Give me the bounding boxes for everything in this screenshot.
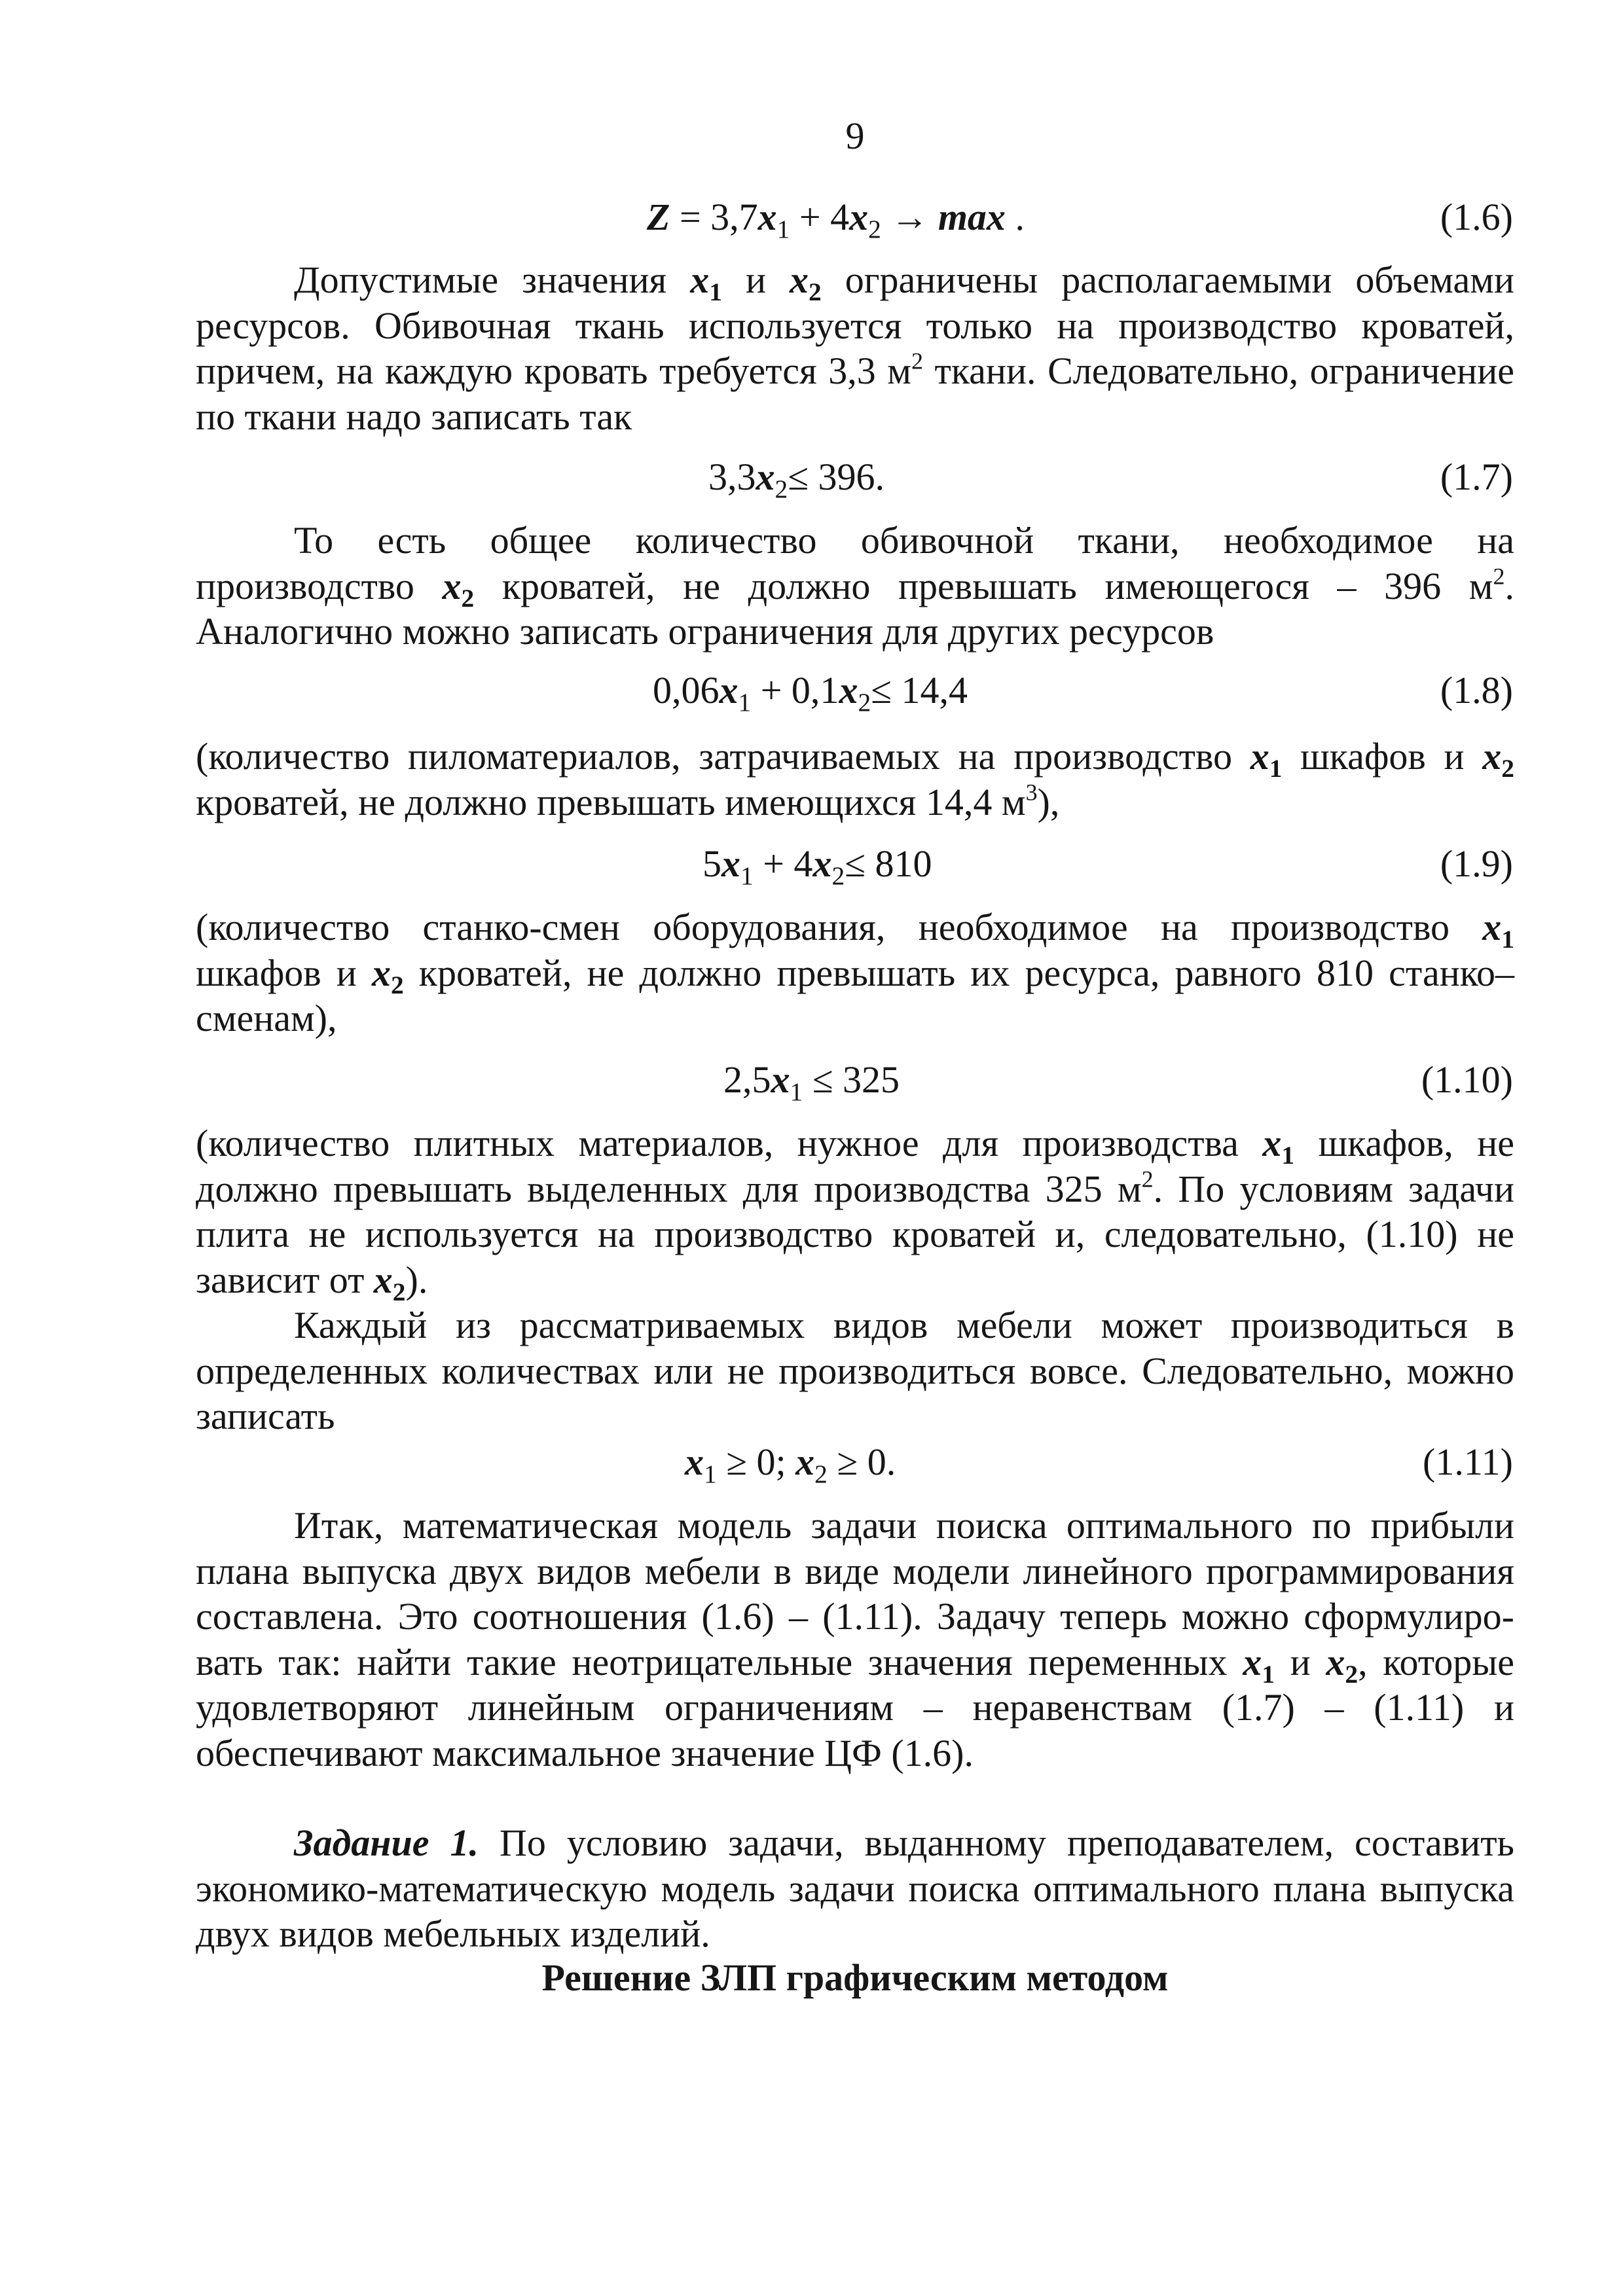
math-symbol: x <box>1326 1640 1345 1683</box>
text-run: ). <box>405 1258 428 1301</box>
subscript: 2 <box>809 277 822 306</box>
subscript: 2 <box>858 687 871 717</box>
formula-1-7 <box>196 454 1514 503</box>
math-symbol: x <box>790 259 809 301</box>
math-symbol: x <box>795 1441 815 1483</box>
text-run: (количество плитных материалов, нужное для производства <box>196 1122 1263 1164</box>
text-run: кроватей, не должно превышать имеющегося – 396 м <box>474 564 1493 607</box>
formula-expression <box>708 454 885 503</box>
math-symbol: x <box>1482 735 1502 778</box>
text-line <box>196 1121 1514 1170</box>
formula-1-8 <box>196 668 1514 717</box>
subscript: 1 <box>740 861 754 890</box>
paragraph-1 <box>196 257 1514 439</box>
text-run: вать так: найти такие неотрицательные значения переменных <box>196 1640 1243 1683</box>
text-run: . <box>1504 564 1514 607</box>
superscript: 2 <box>911 348 923 374</box>
subscript: 2 <box>1501 753 1514 783</box>
paragraph-8 <box>196 1820 1514 1957</box>
equation-number: (1.6) <box>1440 196 1513 238</box>
text-run: (количество пиломатериалов, затрачиваемых на производство <box>196 735 1250 778</box>
math-symbol: x <box>690 259 710 301</box>
equation-number: (1.10) <box>1421 1058 1513 1101</box>
text-run: составлена. Это соотношения (1.6) – (1.11). Задачу теперь можно сформулиро- <box>196 1595 1514 1638</box>
text-run: , которые <box>1358 1640 1515 1683</box>
superscript: 2 <box>1141 1166 1154 1193</box>
text-line <box>196 394 1514 440</box>
text-run: плана выпуска двух видов мебели в виде модели линейного программирования <box>196 1549 1514 1592</box>
subscript: 1 <box>1281 1140 1295 1170</box>
text-run: должно превышать выделенных для производства 325 м <box>196 1167 1142 1210</box>
text-run: удовлетворяют линейным ограничениям – неравенствам (1.7) – (1.11) и <box>196 1686 1514 1729</box>
subscript: 1 <box>776 214 790 243</box>
text-line <box>196 780 1514 825</box>
text-line <box>196 1911 1514 1957</box>
text-run: ≥ 0; <box>716 1441 796 1483</box>
paragraph-4 <box>196 905 1514 1041</box>
subscript: 1 <box>709 277 722 306</box>
subscript: 1 <box>738 687 752 717</box>
text-run: + 4 <box>790 196 850 238</box>
paragraph-6 <box>196 1302 1514 1439</box>
text-run: ограничены располагаемыми объемами <box>821 259 1515 301</box>
math-symbol: x <box>719 669 739 711</box>
text-run: 0,06 <box>653 669 720 711</box>
formula-1-6 <box>196 194 1514 243</box>
text-run: плита не используется на производство кроватей и, следовательно, (1.10) не <box>196 1213 1514 1256</box>
emphasis-text: Задание 1. <box>294 1821 479 1864</box>
text-line <box>196 1348 1514 1394</box>
text-run: ≤ 14,4 <box>871 669 968 711</box>
equation-number: (1.9) <box>1440 842 1513 885</box>
math-symbol: x <box>373 1258 393 1301</box>
text-run: Итак, математическая модель задачи поиска оптимального по прибыли <box>294 1504 1514 1547</box>
text-run: 2,5 <box>723 1058 771 1101</box>
text-run: по ткани надо записать так <box>196 395 632 438</box>
subscript: 2 <box>831 861 845 890</box>
text-line <box>196 1166 1514 1212</box>
text-run: обеспечивают максимальное значение ЦФ (1.6). <box>196 1731 974 1774</box>
text-line <box>196 1549 1514 1594</box>
math-symbol: max <box>938 196 1006 238</box>
math-symbol: x <box>1250 735 1269 778</box>
subscript: 2 <box>1345 1659 1359 1689</box>
subscript: 2 <box>868 214 881 243</box>
text-run: шкафов, не <box>1294 1122 1514 1164</box>
text-line <box>196 1820 1514 1866</box>
text-run: ≤ 396. <box>788 456 885 498</box>
superscript: 3 <box>1025 779 1038 806</box>
math-symbol: x <box>442 564 462 607</box>
text-run: То есть общее количество обивочной ткани, необходимое на <box>294 519 1514 562</box>
formula-1-10 <box>196 1057 1514 1106</box>
subscript: 2 <box>390 970 404 999</box>
math-symbol: x <box>756 456 775 498</box>
text-run: экономико-математическую модель задачи поиска оптимального плана выпуска <box>196 1867 1514 1910</box>
formula-1-9 <box>196 841 1514 890</box>
text-run: ), <box>1037 780 1060 823</box>
text-run: . <box>1005 196 1025 238</box>
text-line <box>196 1594 1514 1640</box>
text-line <box>196 1866 1514 1912</box>
math-symbol: x <box>1482 906 1502 948</box>
equation-number: (1.7) <box>1440 456 1513 498</box>
text-run: определенных количествах или не производиться вовсе. Следовательно, можно <box>196 1349 1514 1392</box>
text-line <box>196 563 1514 613</box>
text-line <box>196 1731 1514 1776</box>
text-run: По условию задачи, выданному преподавателем, составить <box>478 1821 1515 1864</box>
text-line <box>196 257 1515 306</box>
subscript: 2 <box>392 1277 406 1306</box>
text-run: 3,3 <box>708 456 756 498</box>
paragraph-2 <box>196 518 1514 655</box>
text-run: 5 <box>702 842 721 885</box>
text-run: ≤ 810 <box>845 842 932 885</box>
text-run: + 0,1 <box>751 669 839 711</box>
math-symbol: x <box>839 669 858 711</box>
math-symbol: x <box>685 1441 704 1483</box>
math-symbol: x <box>849 196 869 238</box>
text-run: (количество станко-смен оборудования, необходимое на производство <box>196 906 1483 948</box>
formula-expression <box>702 841 932 890</box>
section-heading: Решение ЗЛП графическим методом <box>541 1956 1169 1999</box>
text-run: Допустимые значения <box>294 259 691 301</box>
text-run: . По условиям задачи <box>1153 1167 1514 1210</box>
formula-expression <box>723 1057 900 1106</box>
text-run: шкафов и <box>196 951 372 994</box>
paragraph-5 <box>196 1121 1514 1306</box>
text-line <box>196 996 1514 1041</box>
text-line <box>196 303 1514 349</box>
text-run: зависит от <box>196 1258 374 1301</box>
math-symbol: x <box>1243 1640 1262 1683</box>
text-line <box>196 1640 1515 1689</box>
text-run: → <box>881 196 938 238</box>
equation-number: (1.8) <box>1440 669 1513 711</box>
text-run: двух видов мебельных изделий. <box>196 1912 710 1956</box>
formula-expression <box>653 668 968 717</box>
math-symbol: x <box>757 196 777 238</box>
equation-number: (1.11) <box>1423 1441 1513 1483</box>
text-run: кроватей, не должно превышать их ресурса, равного 810 станко– <box>403 951 1514 994</box>
text-run: ткани. Следовательно, ограничение <box>922 350 1514 393</box>
text-line <box>196 518 1514 564</box>
text-run: записать <box>196 1395 335 1438</box>
text-run: Аналогично можно записать ограничения для других ресурсов <box>196 610 1214 653</box>
text-line <box>196 1257 1514 1306</box>
text-run: причем, на каждую кровать требуется 3,3 м <box>196 350 911 393</box>
subscript: 1 <box>1262 1659 1275 1689</box>
text-line <box>196 609 1514 655</box>
text-run: ≥ 0. <box>827 1441 896 1483</box>
text-line <box>196 734 1514 783</box>
subscript: 2 <box>461 583 475 613</box>
text-run: + 4 <box>753 842 813 885</box>
subscript: 2 <box>814 1459 828 1488</box>
text-line <box>196 1302 1514 1348</box>
subscript: 1 <box>1269 753 1283 783</box>
text-line <box>196 950 1514 999</box>
subscript: 1 <box>704 1459 717 1488</box>
formula-expression <box>685 1439 896 1488</box>
formula-expression <box>647 194 1025 243</box>
text-line <box>196 348 1514 394</box>
text-run: и <box>721 259 790 301</box>
text-line <box>196 1393 1514 1439</box>
text-line <box>196 1685 1514 1731</box>
text-run: Каждый из рассматриваемых видов мебели может производиться в <box>294 1304 1514 1346</box>
paragraph-7 <box>196 1503 1514 1776</box>
paragraph-3 <box>196 734 1514 825</box>
text-line <box>196 1211 1514 1257</box>
text-line <box>196 905 1514 954</box>
math-symbol: x <box>371 951 391 994</box>
text-run: кроватей, не должно превышать имеющихся 14,4 м <box>196 780 1026 823</box>
math-symbol: x <box>812 842 832 885</box>
text-run: шкафов и <box>1282 735 1483 778</box>
text-line <box>196 1503 1514 1549</box>
text-run: производство <box>196 564 443 607</box>
math-symbol: x <box>771 1058 790 1101</box>
text-run: = 3,7 <box>670 196 758 238</box>
math-symbol: x <box>721 842 740 885</box>
subscript: 2 <box>775 474 788 503</box>
text-run: и <box>1274 1640 1326 1683</box>
page-number: 9 <box>845 115 865 157</box>
text-run: ≤ 325 <box>803 1058 900 1101</box>
subscript: 1 <box>1501 924 1514 954</box>
superscript: 2 <box>1493 563 1505 590</box>
formula-1-11 <box>196 1439 1514 1488</box>
text-run: ресурсов. Обивочная ткань используется только на производство кроватей, <box>196 304 1514 347</box>
math-symbol: x <box>1262 1122 1282 1164</box>
subscript: 1 <box>790 1077 803 1106</box>
math-symbol: Z <box>647 196 670 238</box>
text-run: сменам), <box>196 997 337 1040</box>
